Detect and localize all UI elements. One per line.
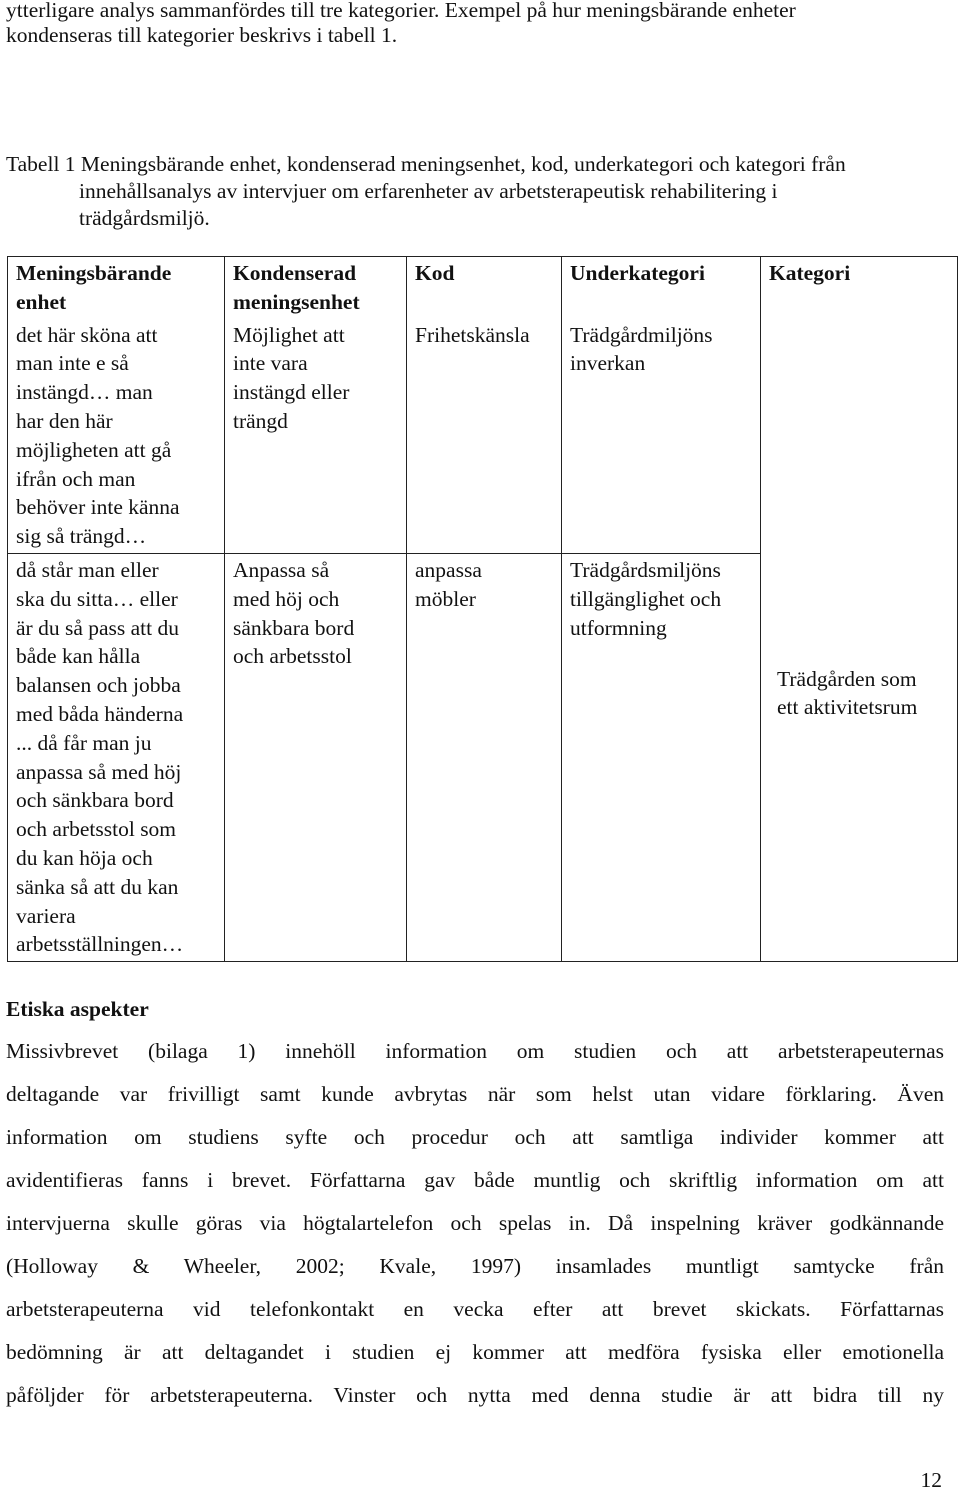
cell-text: ... då får man ju [16,730,152,755]
cell-text: och sänkbara bord [16,788,174,813]
cell-text: Trädgården som [777,666,917,691]
cell-text: variera [16,903,76,928]
cell-code [407,319,562,554]
table-caption-line-2: innehållsanalys av intervjuer om erfarenheter av arbetsterapeutisk rehabilitering i [79,179,778,203]
cell-text: behöver inte känna [16,495,180,520]
cell-text: ifrån och man [16,466,136,491]
cell-text: Trädgårdsmiljöns [570,557,721,582]
cell-text: då står man eller [16,557,159,582]
cell-text: både kan hålla [16,644,141,669]
cell-text: anpassa så med höj [16,759,182,784]
body-line: bedömning är att deltagandet i studien ej kommer att medföra fysiska eller emotionella [6,1340,944,1364]
cell-text: ska du sitta… eller [16,586,178,611]
cell-text: det här sköna att [16,322,158,347]
cell-text: inte vara [233,351,308,376]
cell-code [407,553,562,961]
intro-line-2: kondenseras till kategorier beskrivs i tabell 1. [6,23,398,47]
cell-text: instängd eller [233,380,350,405]
header-text: Kondenserad [233,261,357,285]
table-header-row [8,257,958,319]
body-line: deltagande var frivilligt samt kunde avbrytas när som helst utan vidare förklaring. Även [6,1082,944,1106]
cell-text: och arbetsstol som [16,817,177,842]
header-condensed-unit [225,257,407,319]
cell-text: anpassa [415,557,482,582]
cell-condensed-unit [225,319,407,554]
cell-text: man inte e så [16,351,129,376]
cell-text: är du så pass att du [16,615,180,640]
table-caption-line-3: trädgårdsmiljö. [79,206,210,230]
section-heading: Etiska aspekter [6,997,149,1021]
cell-text: arbetsställningen… [16,932,184,957]
cell-text: och arbetsstol [233,644,352,669]
cell-text: Frihetskänsla [415,322,530,347]
cell-meaning-unit [8,553,225,961]
table-row [8,319,958,554]
cell-text: utformning [570,615,667,640]
intro-line-1: ytterligare analys sammanfördes till tre kategorier. Exempel på hur meningsbärande enheter [6,0,796,22]
table-caption-line-1: Tabell 1 Meningsbärande enhet, kondenserad meningsenhet, kod, underkategori och kategori från [6,152,846,176]
body-line: (Holloway & Wheeler, 2002; Kvale, 1997) insamlades muntligt samtycke från [6,1254,944,1278]
cell-text: möjligheten att gå [16,437,172,462]
header-text: meningsenhet [233,289,360,314]
page-number: 12 [920,1468,942,1492]
body-line: avidentifieras fanns i brevet. Författarna gav både muntlig och skriftlig information om att [6,1168,944,1192]
header-category [761,257,958,319]
cell-text: Trädgårdmiljöns [570,322,713,347]
cell-meaning-unit [8,319,225,554]
cell-text: du kan höja och [16,845,153,870]
cell-text: med båda händerna [16,701,184,726]
cell-subcategory [562,319,761,554]
cell-text: sig så trängd… [16,524,147,549]
cell-text: balansen och jobba [16,673,181,698]
cell-text: tillgänglighet och [570,586,722,611]
body-line: påföljder för arbetsterapeuterna. Vinster och nytta med denna studie är att bidra till ny [6,1383,944,1407]
header-text: enhet [16,289,67,314]
header-text: Underkategori [570,261,705,285]
body-line: intervjuerna skulle göras via högtalartelefon och spelas in. Då inspelning kräver godkännande [6,1211,944,1235]
body-line: Missivbrevet (bilaga 1) innehöll information om studien och att arbetsterapeuternas [6,1039,944,1063]
cell-text: Anpassa så [233,557,330,582]
cell-text: trängd [233,408,288,433]
analysis-table [7,256,958,962]
cell-subcategory [562,553,761,961]
header-meaning-unit [8,257,225,319]
cell-text: har den här [16,408,113,433]
header-subcategory [562,257,761,319]
cell-text: möbler [415,586,476,611]
cell-text: instängd… man [16,380,153,405]
cell-text: Möjlighet att [233,322,345,347]
header-code [407,257,562,319]
header-text: Kategori [769,261,851,285]
header-text: Kod [415,261,455,285]
header-text: Meningsbärande [16,261,172,285]
body-line: information om studiens syfte och procedur och att samtliga individer kommer att [6,1125,944,1149]
cell-condensed-unit [225,553,407,961]
cell-text: sänkbara bord [233,615,355,640]
cell-category [761,319,958,962]
body-line: arbetsterapeuterna vid telefonkontakt en vecka efter att brevet skickats. Författarnas [6,1297,944,1321]
cell-text: inverkan [570,351,646,376]
cell-text: sänka så att du kan [16,874,179,899]
cell-text: ett aktivitetsrum [777,695,918,720]
cell-text: med höj och [233,586,340,611]
